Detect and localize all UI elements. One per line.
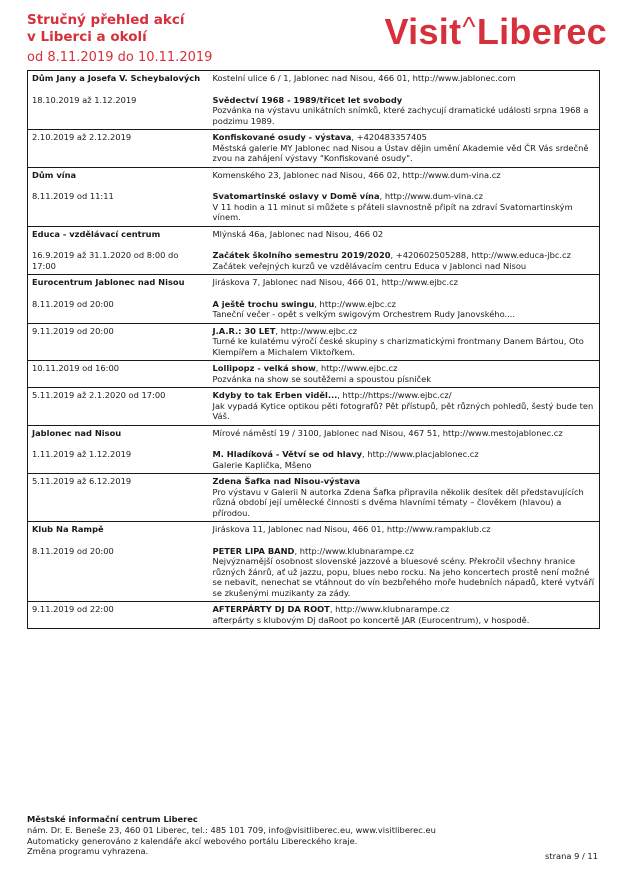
- event-date: 8.11.2019 od 11:11: [32, 191, 114, 201]
- venue-address-cell: [209, 275, 600, 291]
- venue-row: [28, 167, 600, 183]
- date-range: od 8.11.2019 do 10.11.2019: [27, 50, 213, 65]
- venue-name-cell: [28, 275, 209, 291]
- venue-address-cell: [209, 167, 600, 183]
- venue-name-cell: [28, 425, 209, 441]
- event-title: Konfiskované osudy - výstava: [212, 132, 352, 142]
- event-title: Svatomartinské oslavy v Domě vína: [212, 191, 380, 201]
- event-date: 8.11.2019 od 20:00: [32, 298, 114, 309]
- event-detail-cell: [209, 538, 600, 602]
- event-detail-cell: [209, 87, 600, 130]
- event-date: 5.11.2019 až 6.12.2019: [32, 476, 132, 486]
- venue-name: Dům vína: [32, 169, 77, 180]
- venue-address: Mlýnská 46a, Jablonec nad Nisou, 466 02: [212, 228, 384, 239]
- event-row: [28, 130, 600, 168]
- event-title-line: [213, 546, 596, 557]
- venue-row: [28, 226, 600, 242]
- footer-generated-note: Automaticky generováno z kalendáře akcí webového portálu Libereckého kraje.: [27, 835, 358, 846]
- event-description: Turné ke kulatému výročí české skupiny s charizmatickými frontmany Danem Bártou, Oto Klempířem a Michalem Viktořkem.: [212, 336, 584, 357]
- event-row: [28, 602, 600, 629]
- venue-address: Mírové náměstí 19 / 3100, Jablonec nad Nisou, 467 51, http://www.mestojablonec.cz: [212, 427, 563, 438]
- event-title-line: [213, 95, 596, 106]
- event-row: [28, 538, 600, 602]
- event-row: [28, 291, 600, 324]
- event-date: 10.11.2019 od 16:00: [32, 363, 120, 373]
- event-row: [28, 87, 600, 130]
- event-date-cell: [28, 441, 209, 474]
- logo-caret-icon: ^: [462, 11, 476, 42]
- venue-name: Jablonec nad Nisou: [32, 427, 122, 438]
- event-date-cell: [28, 291, 209, 324]
- venue-address: Jiráskova 11, Jablonec nad Nisou, 466 01, http://www.rampaklub.cz: [212, 524, 491, 534]
- event-title-line: [213, 363, 596, 374]
- event-title-line: [213, 326, 596, 337]
- venue-name-cell: [28, 522, 209, 538]
- event-detail-cell: [209, 291, 600, 324]
- venue-row: [28, 425, 600, 441]
- event-contact: , http://www.klubnarampe.cz: [294, 545, 414, 556]
- events-table: [27, 70, 600, 629]
- venue-name: Klub Na Rampě: [32, 524, 104, 534]
- visit-liberec-logo: [385, 12, 608, 55]
- venue-name-cell: [28, 71, 209, 87]
- event-contact: , http://www.placjablonec.cz: [362, 449, 479, 459]
- event-detail-cell: [209, 602, 600, 629]
- event-title-line: [213, 250, 596, 261]
- event-detail-cell: [209, 323, 600, 361]
- event-date: 9.11.2019 od 22:00: [32, 604, 114, 614]
- summary-title-line-1: Stručný přehled akcí: [27, 12, 185, 28]
- footer-organization: Městské informační centrum Liberec: [27, 814, 198, 824]
- event-title: AFTERPÁRTY DJ DA ROOT: [212, 604, 330, 614]
- event-title-line: [213, 191, 596, 202]
- event-detail-cell: [209, 183, 600, 226]
- event-description: V 11 hodin a 11 minut si můžete s přáteli slavnostně připít na zdraví Svatomartinským vínem.: [212, 201, 573, 222]
- event-date: 8.11.2019 od 20:00: [32, 545, 114, 556]
- event-detail-cell: [209, 242, 600, 275]
- event-title-line: [213, 299, 596, 310]
- event-date: 1.11.2019 až 1.12.2019: [32, 449, 132, 459]
- event-date: 9.11.2019 od 20:00: [32, 325, 114, 336]
- event-description: Taneční večer - opět s velkým swigovým Orchestrem Rudy Janovského....: [212, 309, 516, 319]
- venue-address-cell: [209, 522, 600, 538]
- event-date: 5.11.2019 až 2.1.2020 od 17:00: [32, 390, 166, 400]
- event-row: [28, 242, 600, 275]
- event-date: 2.10.2019 až 2.12.2019: [32, 132, 132, 142]
- venue-name-cell: [28, 167, 209, 183]
- event-title-line: [213, 449, 596, 460]
- event-description: Pro výstavu v Galerii N autorka Zdena Šafka připravila několik desítek děl představujících různá období její umělecké činnosti s dvěma hlavními tématy – člověkem (hlavou) a přírodou.: [212, 486, 584, 518]
- footer-notice: Změna programu vyhrazena.: [27, 846, 149, 857]
- venue-row: [28, 275, 600, 291]
- event-detail-cell: [209, 474, 600, 522]
- event-row: [28, 361, 600, 388]
- event-title: PETER LIPA BAND: [212, 545, 295, 556]
- venue-name: Dům Jany a Josefa V. Scheybalových: [32, 73, 201, 83]
- event-date-cell: [28, 538, 209, 602]
- venue-address-cell: [209, 425, 600, 441]
- event-detail-cell: [209, 441, 600, 474]
- event-date-cell: [28, 602, 209, 629]
- event-title-line: [213, 132, 596, 143]
- event-description: Pozvánka na výstavu unikátních snímků, které zachycují dramatické události srpna 1968 a podzimu 1989.: [212, 105, 589, 126]
- venue-row: [28, 71, 600, 87]
- event-row: [28, 183, 600, 226]
- venue-name: Eurocentrum Jablonec nad Nisou: [32, 277, 185, 287]
- event-contact: , http://www.ejbc.cz: [275, 325, 358, 336]
- event-title: Svědectví 1968 - 1989/třicet let svobody: [212, 94, 403, 105]
- venue-address: Komenského 23, Jablonec nad Nisou, 466 02, http://www.dum-vina.cz: [212, 169, 501, 180]
- venue-name: Educa - vzdělávací centrum: [32, 228, 161, 239]
- event-date-cell: [28, 130, 209, 168]
- event-date-cell: [28, 87, 209, 130]
- event-date-cell: [28, 361, 209, 388]
- event-row: [28, 441, 600, 474]
- venue-address-cell: [209, 71, 600, 87]
- event-contact: , http://https://www.ejbc.cz/: [337, 390, 452, 400]
- event-title-line: [213, 604, 596, 615]
- event-detail-cell: [209, 388, 600, 426]
- event-description: afterpárty s klubovým Dj daRoot po koncertě JAR (Eurocentrum), v hospodě.: [212, 614, 530, 625]
- event-detail-cell: [209, 130, 600, 168]
- event-title-line: [213, 476, 596, 487]
- event-date-cell: [28, 388, 209, 426]
- summary-title: [27, 12, 185, 46]
- event-title-line: [213, 390, 596, 401]
- venue-row: [28, 522, 600, 538]
- event-description: Jak vypadá Kytice optikou pěti fotografů? Pět přístupů, pět různých pohledů, šestý bude ten Váš.: [212, 400, 594, 421]
- page-number: strana 9 / 11: [545, 851, 598, 861]
- event-date: 16.9.2019 až 31.1.2020 od 8:00 do 17:00: [32, 250, 179, 271]
- event-contact: , http://www.klubnarampe.cz: [329, 604, 450, 614]
- event-contact: , http://www.ejbc.cz: [315, 363, 398, 373]
- event-date-cell: [28, 242, 209, 275]
- event-contact: , http://www.ejbc.cz: [314, 298, 396, 309]
- event-description: Začátek veřejných kurzů ve vzdělávacím centru Educa v Jablonci nad Nisou: [212, 260, 527, 271]
- event-title: Lollipopz - velká show: [212, 363, 316, 373]
- summary-title-line-2: v Liberci a okolí: [27, 29, 147, 45]
- event-date-cell: [28, 323, 209, 361]
- event-contact: , http://www.dum-vina.cz: [379, 191, 483, 201]
- venue-name-cell: [28, 226, 209, 242]
- event-description: Nejvýznamější osobnost slovenské jazzové a bluesové scény. Překročil všechny hranice různých žánrů, ať už jazzu, popu, blues nebo rocku. Na jeho koncertech prostě není možné se nebavit, nenechat se vtáhnout do vín bezbřehého moře hudebních nápadů, které vytváří se zkušenými muzikanty za zády.: [212, 556, 595, 598]
- event-row: [28, 323, 600, 361]
- event-date-cell: [28, 474, 209, 522]
- event-row: [28, 388, 600, 426]
- event-date-cell: [28, 183, 209, 226]
- event-title: A ještě trochu swingu: [212, 298, 315, 309]
- event-title: J.A.R.: 30 LET: [212, 325, 276, 336]
- logo-word-liberec: Liberec: [476, 11, 607, 52]
- page-footer: [27, 814, 599, 857]
- event-title: M. Hladíková - Větví se od hlavy: [212, 449, 363, 459]
- venue-address: Jiráskova 7, Jablonec nad Nisou, 466 01, http://www.ejbc.cz: [212, 277, 459, 287]
- venue-address-cell: [209, 226, 600, 242]
- venue-address: Kostelní ulice 6 / 1, Jablonec nad Nisou, 466 01, http://www.jablonec.com: [212, 73, 516, 83]
- event-description: Galerie Kaplička, Mšeno: [212, 459, 312, 470]
- event-row: [28, 474, 600, 522]
- event-title: Zdena Šafka nad Nisou-výstava: [212, 476, 361, 486]
- event-title: Kdyby to tak Erben viděl...: [212, 390, 338, 400]
- event-date: 18.10.2019 až 1.12.2019: [32, 94, 137, 105]
- footer-address: nám. Dr. E. Beneše 23, 460 01 Liberec, tel.: 485 101 709, info@visitliberec.eu, www.visitliberec.eu: [27, 824, 436, 835]
- event-description: Pozvánka na show se soutěžemi a spoustou písniček: [212, 373, 432, 384]
- event-description: Městská galerie MY Jablonec nad Nisou a Ústav dějin umění Akademie věd ČR Vás srdečně zvou na zahájení výstavy "Konfiskované osudy".: [212, 142, 589, 163]
- page-header: [27, 12, 607, 72]
- logo-word-visit: Visit: [384, 11, 462, 52]
- event-detail-cell: [209, 361, 600, 388]
- event-title: Začátek školního semestru 2019/2020: [212, 250, 391, 260]
- event-contact: , +420483357405: [351, 132, 427, 142]
- event-contact: , +420602505288, http://www.educa-jbc.cz: [390, 250, 571, 260]
